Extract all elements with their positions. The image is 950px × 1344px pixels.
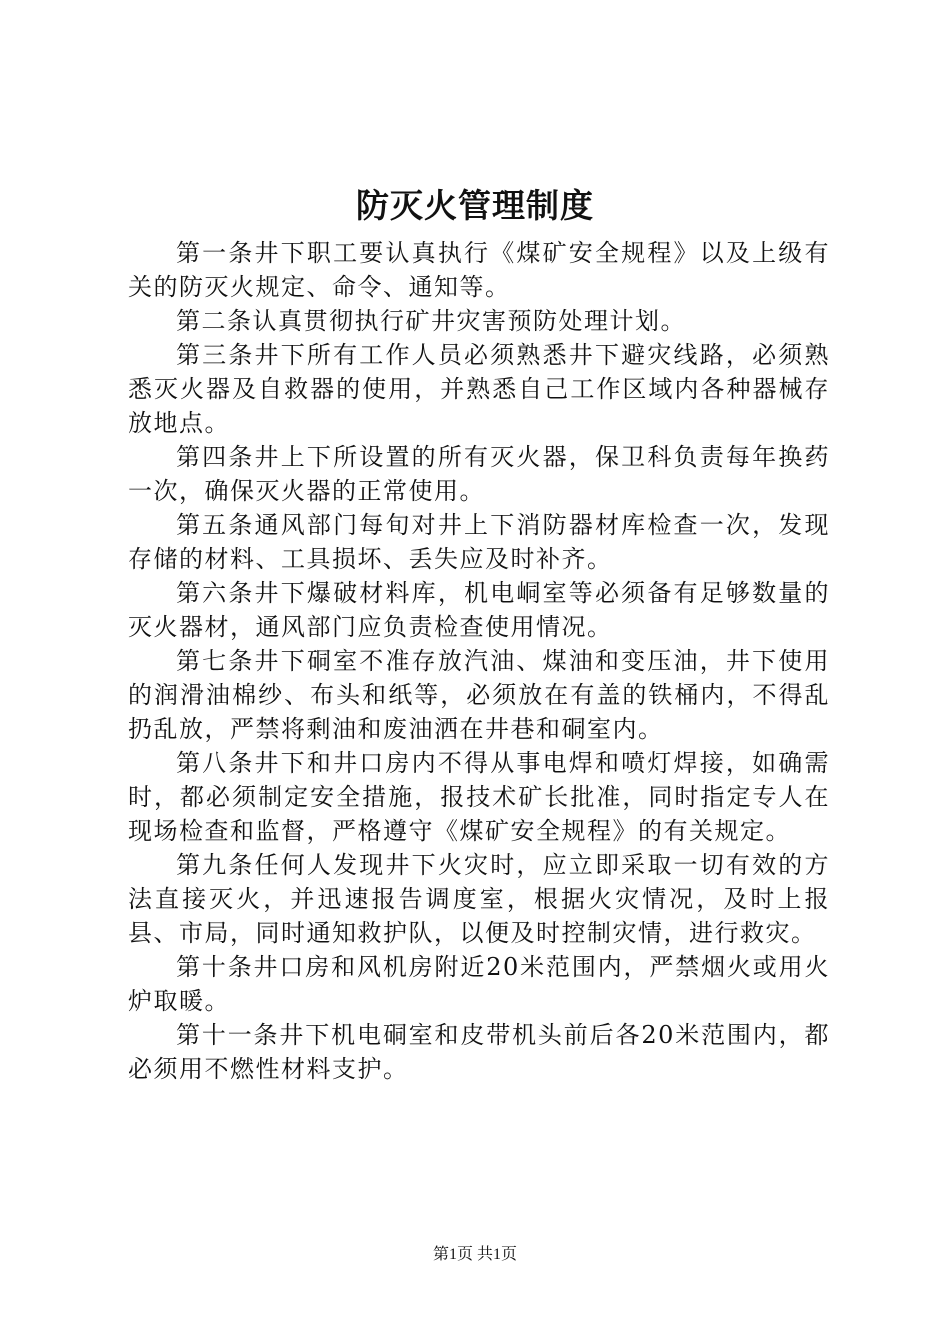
document-title: 防灭火管理制度 bbox=[356, 186, 594, 225]
article-4: 第四条井上下所设置的所有灭火器，保卫科负责每年换药一次，确保灭火器的正常使用。 bbox=[128, 443, 830, 505]
article-8: 第八条井下和井口房内不得从事电焊和喷灯焊接，如确需时，都必须制定安全措施，报技术矿长批准，同时指定专人在现场检查和监督，严格遵守《煤矿安全规程》的有关规定。 bbox=[128, 749, 830, 845]
article-6: 第六条井下爆破材料库，机电峒室等必须备有足够数量的灭火器材，通风部门应负责检查使用情况。 bbox=[128, 579, 830, 641]
article-5: 第五条通风部门每旬对井上下消防器材库检查一次，发现存储的材料、工具损坏、丢失应及时补齐。 bbox=[128, 511, 830, 573]
article-11: 第十一条井下机电硐室和皮带机头前后各20米范围内，都必须用不燃性材料支护。 bbox=[128, 1021, 830, 1083]
article-1: 第一条井下职工要认真执行《煤矿安全规程》以及上级有关的防灭火规定、命令、通知等。 bbox=[128, 239, 830, 301]
article-9: 第九条任何人发现井下火灾时，应立即采取一切有效的方法直接灭火，并迅速报告调度室，根据火灾情况，及时上报县、市局，同时通知救护队，以便及时控制灾情，进行救灾。 bbox=[128, 851, 830, 947]
document-body bbox=[128, 236, 830, 1086]
article-3: 第三条井下所有工作人员必须熟悉井下避灾线路，必须熟悉灭火器及自救器的使用，并熟悉自己工作区域内各种器械存放地点。 bbox=[128, 341, 830, 437]
article-10: 第十条井口房和风机房附近20米范围内，严禁烟火或用火炉取暖。 bbox=[128, 953, 830, 1015]
page-number-footer: 第1页 共1页 bbox=[432, 1246, 517, 1263]
article-2: 第二条认真贯彻执行矿井灾害预防处理计划。 bbox=[176, 307, 686, 335]
article-7: 第七条井下硐室不准存放汽油、煤油和变压油，井下使用的润滑油棉纱、布头和纸等，必须放在有盖的铁桶内，不得乱扔乱放，严禁将剩油和废油洒在井巷和硐室内。 bbox=[128, 647, 830, 743]
